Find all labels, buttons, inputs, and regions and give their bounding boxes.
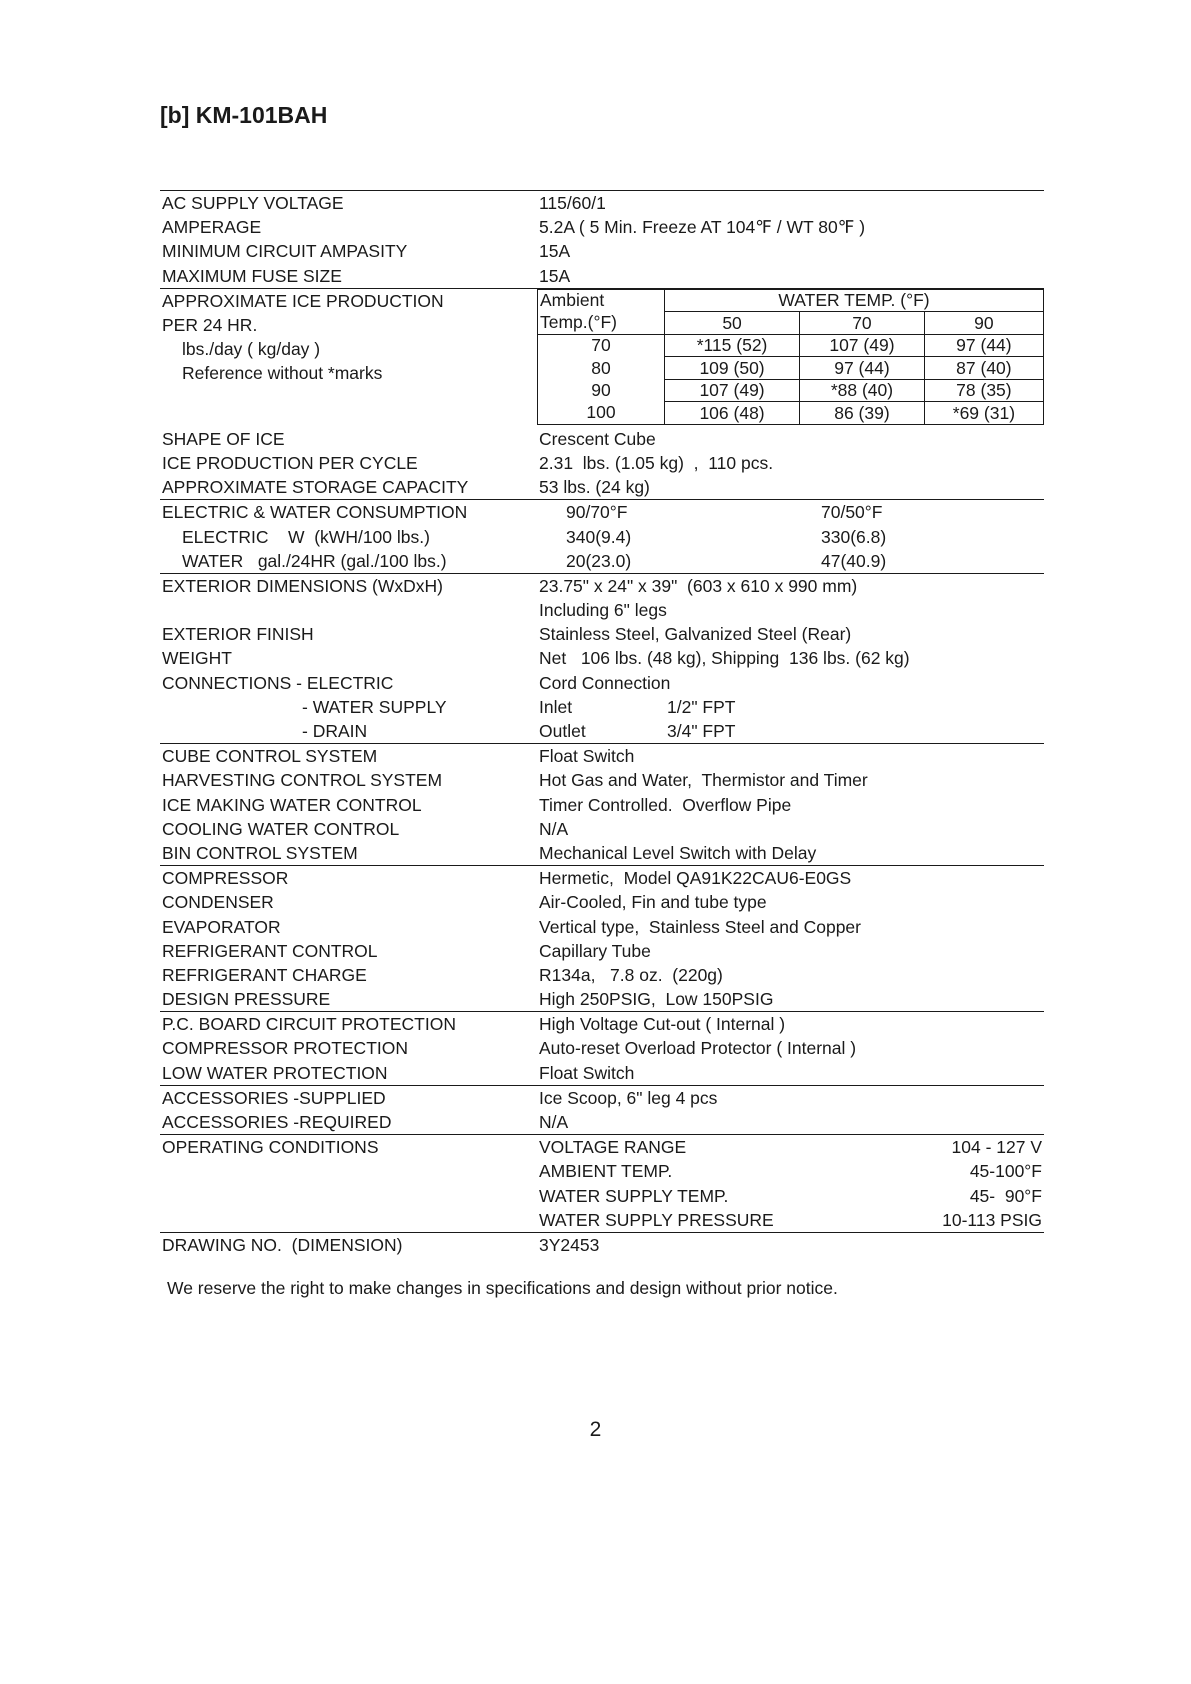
spec-label: REFRIGERANT CONTROL (162, 940, 378, 961)
spec-label: Reference without *marks (182, 363, 383, 384)
spec-label: CONNECTIONS - ELECTRIC (162, 672, 394, 693)
spec-row (160, 987, 1044, 1011)
spec-value: Float Switch (539, 746, 635, 767)
spec-label: OPERATING CONDITIONS (162, 1137, 379, 1158)
spec-value: High 250PSIG, Low 150PSIG (539, 989, 774, 1010)
accessories-section (160, 1085, 1044, 1134)
production-cell: 106 (48) (665, 402, 800, 425)
spec-row (160, 1233, 1044, 1257)
spec-value: Including 6" legs (539, 600, 667, 621)
spec-label: AMPERAGE (162, 217, 262, 238)
spec-value: Air-Cooled, Fin and tube type (539, 892, 767, 913)
spec-row (160, 1208, 1044, 1232)
consumption-col-a: 90/70°F (566, 502, 628, 523)
spec-row (160, 264, 1044, 288)
spec-label: - DRAIN (302, 721, 368, 741)
spec-label: WATER gal./24HR (gal./100 lbs.) (182, 550, 447, 571)
condition-name: WATER SUPPLY TEMP. (539, 1185, 729, 1206)
spec-value: High Voltage Cut-out ( Internal ) (539, 1014, 786, 1035)
spec-value: N/A (539, 1112, 569, 1132)
spec-value: 53 lbs. (24 kg) (539, 477, 650, 498)
spec-value: Auto-reset Overload Protector ( Internal ) (539, 1038, 857, 1059)
production-cell: 86 (39) (800, 402, 925, 425)
ice-production-table (537, 289, 1044, 425)
spec-row (160, 1012, 1044, 1036)
spec-row (160, 574, 1044, 598)
production-cell: 107 (49) (800, 334, 925, 357)
condition-name: VOLTAGE RANGE (539, 1137, 687, 1158)
spec-row (160, 744, 1044, 768)
spec-label: P.C. BOARD CIRCUIT PROTECTION (162, 1014, 456, 1035)
condition-value: 10-113 PSIG (942, 1209, 1042, 1230)
page-title: [b] KM-101BAH (160, 102, 328, 128)
spec-label: COMPRESSOR PROTECTION (162, 1038, 408, 1059)
spec-value: Inlet (539, 696, 573, 717)
spec-value: Hermetic, Model QA91K22CAU6-E0GS (539, 868, 852, 889)
spec-label: EXTERIOR DIMENSIONS (WxDxH) (162, 575, 443, 596)
spec-label: APPROXIMATE STORAGE CAPACITY (162, 477, 469, 498)
spec-value: Hot Gas and Water, Thermistor and Timer (539, 770, 868, 791)
spec-row (160, 549, 1044, 573)
ice-production-section (160, 288, 1044, 427)
spec-value: Cord Connection (539, 672, 671, 693)
spec-value: Ice Scoop, 6" leg 4 pcs (539, 1087, 718, 1108)
ambient-cell: 70 (538, 334, 665, 357)
spec-value: Net 106 lbs. (48 kg), Shipping 136 lbs. (62 kg) (539, 648, 910, 669)
spec-label: MAXIMUM FUSE SIZE (162, 265, 342, 286)
disclaimer-note: We reserve the right to make changes in specifications and design without prior notice. (167, 1278, 838, 1298)
spec-row (160, 768, 1044, 792)
spec-label: EXTERIOR FINISH (162, 624, 314, 645)
protection-section (160, 1011, 1044, 1085)
production-cell: 87 (40) (924, 357, 1043, 380)
spec-row (160, 598, 1044, 622)
spec-label: PER 24 HR. (162, 314, 258, 335)
production-cell: *69 (31) (924, 402, 1043, 425)
spec-value: 330(6.8) (821, 526, 887, 547)
spec-label: - WATER SUPPLY (302, 696, 447, 717)
spec-label: CUBE CONTROL SYSTEM (162, 746, 378, 767)
ambient-header-unit: Temp.(°F) (538, 312, 665, 335)
spec-label: MINIMUM CIRCUIT AMPASITY (162, 241, 408, 262)
spec-row (160, 866, 1044, 890)
water-temp-col: 70 (800, 312, 925, 335)
refrigeration-section (160, 865, 1044, 1011)
spec-row (160, 427, 1044, 451)
condition-value: 45- 90°F (969, 1185, 1042, 1206)
condition-name: WATER SUPPLY PRESSURE (539, 1209, 774, 1230)
ambient-cell: 80 (538, 357, 665, 380)
spec-row (160, 793, 1044, 817)
table-row (538, 357, 1044, 380)
power-section (160, 190, 1044, 288)
spec-row (160, 646, 1044, 670)
spec-label: lbs./day ( kg/day ) (182, 339, 321, 360)
spec-row (160, 475, 1044, 499)
spec-value: 20(23.0) (566, 550, 632, 571)
ambient-cell: 100 (538, 402, 665, 425)
spec-label: REFRIGERANT CHARGE (162, 964, 367, 985)
spec-row (160, 239, 1044, 263)
spec-value: Mechanical Level Switch with Delay (539, 842, 817, 863)
ambient-cell: 90 (538, 379, 665, 402)
spec-value: 3Y2453 (539, 1234, 600, 1255)
spec-row (160, 1061, 1044, 1085)
spec-label: ICE PRODUCTION PER CYCLE (162, 452, 418, 473)
condition-value: 104 - 127 V (951, 1137, 1042, 1158)
table-row (538, 379, 1044, 402)
spec-row (160, 817, 1044, 841)
consumption-section (160, 499, 1044, 573)
water-temp-col: 50 (665, 312, 800, 335)
spec-row (160, 191, 1044, 215)
condition-name: AMBIENT TEMP. (539, 1161, 673, 1182)
spec-row (160, 1159, 1044, 1183)
production-cell: 78 (35) (924, 379, 1043, 402)
spec-row (160, 622, 1044, 646)
spec-value: 340(9.4) (566, 526, 632, 547)
spec-row (160, 695, 1044, 719)
spec-row (160, 1036, 1044, 1060)
spec-row (160, 500, 1044, 524)
spec-label: COMPRESSOR (162, 868, 289, 889)
table-row (538, 402, 1044, 425)
spec-value: 5.2A ( 5 Min. Freeze AT 104℉ / WT 80℉ ) (539, 217, 866, 238)
spec-row (160, 915, 1044, 939)
spec-label: ACCESSORIES -SUPPLIED (162, 1087, 386, 1108)
spec-value: Stainless Steel, Galvanized Steel (Rear) (539, 624, 852, 645)
spec-label: ICE MAKING WATER CONTROL (162, 794, 422, 815)
spec-value: Capillary Tube (539, 940, 651, 961)
spec-label: COOLING WATER CONTROL (162, 818, 400, 839)
spec-value: 2.31 lbs. (1.05 kg) , 110 pcs. (539, 452, 774, 473)
spec-sheet (160, 190, 1044, 1257)
spec-row (160, 671, 1044, 695)
spec-value: 15A (539, 265, 571, 286)
page-number: 2 (589, 1418, 602, 1441)
production-cell: 97 (44) (924, 334, 1043, 357)
spec-label: WEIGHT (162, 648, 232, 669)
spec-label: AC SUPPLY VOLTAGE (162, 193, 344, 213)
spec-label: BIN CONTROL SYSTEM (162, 842, 358, 863)
spec-row (160, 1110, 1044, 1134)
spec-value: R134a, 7.8 oz. (220g) (539, 964, 723, 985)
spec-value: 23.75" x 24" x 39" (603 x 610 x 990 mm) (539, 575, 858, 596)
spec-row (160, 963, 1044, 987)
spec-row (160, 525, 1044, 549)
consumption-col-b: 70/50°F (821, 502, 883, 523)
spec-label: EVAPORATOR (162, 916, 281, 937)
spec-value: 115/60/1 (539, 193, 606, 213)
production-cell: 107 (49) (665, 379, 800, 402)
spec-label: ACCESSORIES -REQUIRED (162, 1112, 392, 1132)
spec-row (160, 1184, 1044, 1208)
spec-value: Vertical type, Stainless Steel and Copper (539, 916, 861, 937)
physical-section (160, 573, 1044, 743)
spec-row (160, 1135, 1044, 1159)
spec-value: Crescent Cube (539, 428, 656, 449)
spec-row (160, 841, 1044, 865)
operating-section (160, 1134, 1044, 1232)
drawing-section (160, 1232, 1044, 1257)
spec-value: 3/4" FPT (667, 721, 736, 741)
spec-label: APPROXIMATE ICE PRODUCTION (162, 290, 444, 311)
ice-section (160, 427, 1044, 500)
spec-row (160, 939, 1044, 963)
spec-row (160, 451, 1044, 475)
spec-label: DESIGN PRESSURE (162, 989, 331, 1010)
control-section (160, 743, 1044, 865)
condition-value: 45-100°F (969, 1161, 1042, 1182)
spec-label: LOW WATER PROTECTION (162, 1062, 388, 1083)
spec-label: ELECTRIC W (kWH/100 lbs.) (182, 526, 430, 547)
spec-label: ELECTRIC & WATER CONSUMPTION (162, 502, 468, 523)
ambient-header: Ambient (538, 289, 665, 312)
water-temp-col: 90 (924, 312, 1043, 335)
water-temp-header: WATER TEMP. (°F) (665, 289, 1044, 312)
spec-value: 47(40.9) (821, 550, 887, 571)
production-cell: 109 (50) (665, 357, 800, 380)
spec-row (160, 215, 1044, 239)
spec-value: Timer Controlled. Overflow Pipe (539, 794, 792, 815)
spec-value: N/A (539, 818, 569, 839)
spec-value: 1/2" FPT (667, 696, 736, 717)
spec-value: 15A (539, 241, 571, 262)
spec-label: CONDENSER (162, 892, 274, 913)
spec-value: Float Switch (539, 1062, 635, 1083)
production-cell: *115 (52) (665, 334, 800, 357)
spec-label: SHAPE OF ICE (162, 428, 285, 449)
production-cell: *88 (40) (800, 379, 925, 402)
table-row (538, 334, 1044, 357)
spec-label: HARVESTING CONTROL SYSTEM (162, 770, 443, 791)
spec-value: Outlet (539, 721, 586, 741)
spec-row (160, 719, 1044, 743)
spec-row (160, 1086, 1044, 1110)
production-cell: 97 (44) (800, 357, 925, 380)
spec-row (160, 890, 1044, 914)
spec-label: DRAWING NO. (DIMENSION) (162, 1234, 403, 1255)
